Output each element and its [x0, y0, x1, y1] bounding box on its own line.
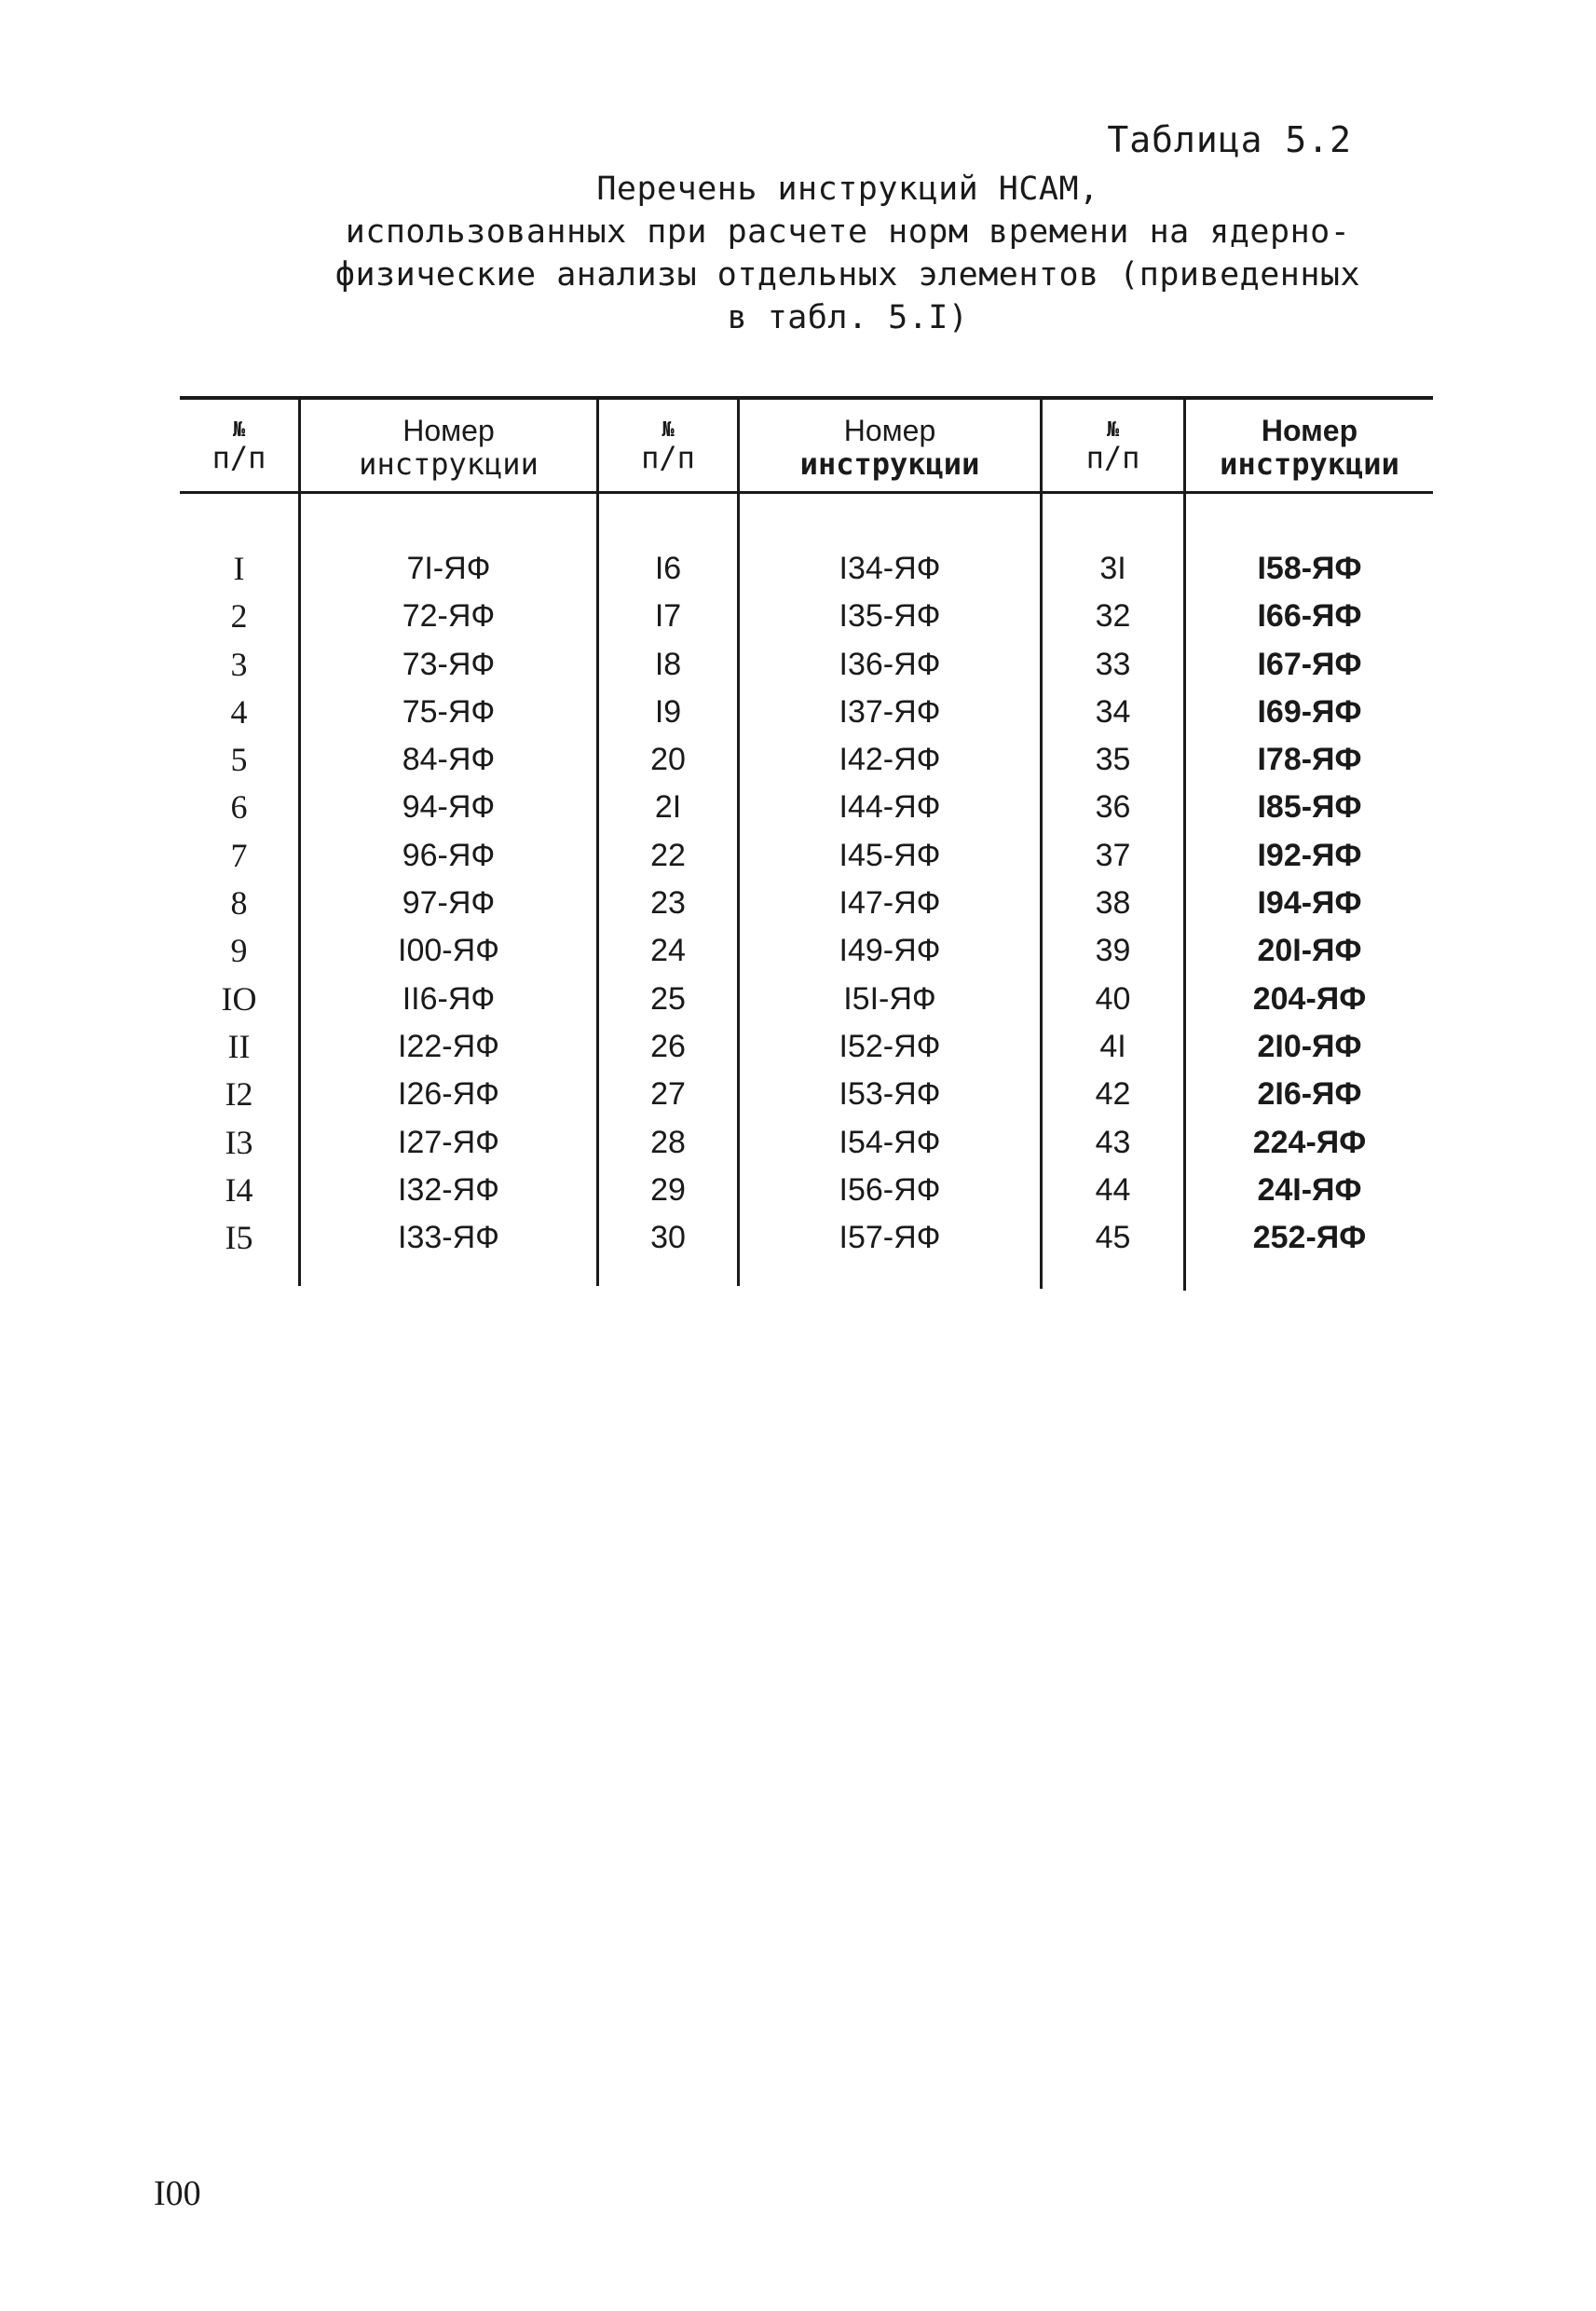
row-number: I3: [225, 1123, 253, 1161]
row-number: I: [233, 550, 245, 587]
header-instruction: Номер инструкции: [1220, 414, 1399, 482]
instruction-number: I67-ЯФ: [1257, 646, 1362, 682]
row-number: 9: [230, 932, 248, 970]
instruction-number: I32-ЯФ: [398, 1171, 499, 1208]
number-column: [1043, 545, 1183, 1262]
instruction-number: I5I-ЯФ: [843, 980, 936, 1017]
row-number: 33: [1095, 646, 1131, 682]
row-number: 25: [650, 980, 686, 1017]
row-number: 43: [1095, 1124, 1131, 1160]
row-number: 6: [230, 788, 248, 827]
instruction-number: I37-ЯФ: [839, 693, 941, 730]
row-number: 4I: [1099, 1028, 1126, 1064]
instruction-number: 72-ЯФ: [402, 598, 496, 635]
instruction-number: 204-ЯФ: [1252, 980, 1367, 1017]
row-number: I9: [654, 693, 682, 730]
row-number: 29: [650, 1171, 686, 1208]
header-number: № п/п: [211, 418, 266, 475]
instruction-number: 84-ЯФ: [402, 742, 496, 778]
instruction-number: 96-ЯФ: [402, 837, 496, 873]
row-number: 36: [1095, 789, 1131, 826]
table-header-rule: [180, 491, 1433, 494]
row-number: 42: [1095, 1076, 1131, 1113]
instructions-table: [180, 396, 1433, 1291]
row-number: I4: [225, 1170, 253, 1209]
instruction-number: 2I6-ЯФ: [1257, 1076, 1362, 1113]
page-number: I00: [154, 2174, 201, 2213]
number-column: [599, 545, 737, 1262]
instruction-number: 20I-ЯФ: [1257, 933, 1362, 969]
instruction-number: 7I-ЯФ: [406, 551, 491, 586]
instruction-number: I57-ЯФ: [839, 1220, 941, 1256]
instruction-number: 97-ЯФ: [402, 885, 496, 922]
row-number: 26: [650, 1028, 686, 1064]
instruction-number: I47-ЯФ: [839, 885, 941, 922]
row-number: 35: [1095, 742, 1131, 778]
instruction-number: I45-ЯФ: [839, 837, 941, 873]
instruction-number: I58-ЯФ: [1257, 551, 1362, 586]
header-instruction: Номер инструкции: [799, 414, 980, 482]
header-number: № п/п: [641, 418, 695, 475]
row-number: I7: [654, 598, 682, 635]
instruction-number: I56-ЯФ: [839, 1171, 941, 1208]
instruction-number: I53-ЯФ: [839, 1076, 941, 1113]
row-number: 45: [1095, 1220, 1131, 1256]
instruction-column: [740, 545, 1040, 1262]
row-number: 2: [230, 597, 248, 636]
instruction-number: I00-ЯФ: [398, 933, 499, 969]
table-caption: [307, 168, 1388, 339]
instruction-number: 224-ЯФ: [1252, 1124, 1367, 1160]
row-number: 38: [1095, 885, 1131, 922]
header-number: № п/п: [1085, 418, 1140, 475]
row-number: IO: [221, 979, 257, 1018]
row-number: 32: [1095, 598, 1131, 635]
row-number: 40: [1095, 980, 1131, 1017]
instruction-number: 24I-ЯФ: [1257, 1171, 1362, 1208]
instruction-number: I26-ЯФ: [398, 1076, 499, 1113]
row-number: 23: [650, 885, 686, 922]
instruction-number: 94-ЯФ: [402, 789, 496, 826]
row-number: 44: [1095, 1171, 1131, 1208]
instruction-number: II6-ЯФ: [402, 980, 496, 1017]
row-number: I6: [654, 551, 682, 586]
instruction-number: I69-ЯФ: [1257, 693, 1362, 730]
row-number: 39: [1095, 933, 1131, 969]
instruction-column: [1186, 545, 1433, 1262]
instruction-number: I85-ЯФ: [1257, 789, 1362, 826]
row-number: 20: [650, 742, 686, 778]
row-number: I8: [654, 646, 682, 682]
instruction-number: I34-ЯФ: [839, 551, 941, 586]
instruction-number: I49-ЯФ: [839, 933, 941, 969]
row-number: 30: [650, 1220, 686, 1256]
row-number: 3I: [1099, 551, 1126, 586]
row-number: 34: [1095, 693, 1131, 730]
instruction-number: 252-ЯФ: [1252, 1220, 1367, 1256]
instruction-number: I42-ЯФ: [839, 742, 941, 778]
row-number: 24: [650, 933, 686, 969]
instruction-number: I94-ЯФ: [1257, 885, 1362, 922]
row-number: 5: [230, 741, 248, 779]
table-label: Таблица 5.2: [1107, 119, 1352, 160]
row-number: I5: [225, 1219, 253, 1257]
instruction-number: 2I0-ЯФ: [1257, 1028, 1362, 1064]
row-number: 8: [230, 884, 248, 923]
instruction-number: I44-ЯФ: [839, 789, 941, 826]
row-number: II: [227, 1027, 251, 1065]
row-number: 3: [230, 645, 248, 683]
row-number: 27: [650, 1076, 686, 1113]
row-number: 7: [230, 836, 248, 874]
instruction-number: I92-ЯФ: [1257, 837, 1362, 873]
caption-line: Перечень инструкций НСАМ,: [596, 171, 1099, 208]
instruction-number: 73-ЯФ: [402, 646, 496, 682]
header-instruction: Номер инструкции: [359, 414, 539, 482]
instruction-number: I27-ЯФ: [398, 1124, 499, 1160]
caption-line: физические анализы отдельных элементов (приведенных: [334, 256, 1361, 294]
instruction-number: I33-ЯФ: [398, 1220, 499, 1256]
caption-line: использованных при расчете норм времени на ядерно-: [345, 213, 1351, 251]
instruction-number: 75-ЯФ: [402, 693, 496, 730]
instruction-column: [301, 545, 596, 1262]
number-column: [180, 545, 298, 1262]
row-number: I2: [225, 1075, 253, 1114]
row-number: 22: [650, 837, 686, 873]
instruction-number: I78-ЯФ: [1257, 742, 1362, 778]
instruction-number: I36-ЯФ: [839, 646, 941, 682]
row-number: 37: [1095, 837, 1131, 873]
instruction-number: I52-ЯФ: [839, 1028, 941, 1064]
instruction-number: I35-ЯФ: [839, 598, 941, 635]
instruction-number: I22-ЯФ: [398, 1028, 499, 1064]
row-number: 28: [650, 1124, 686, 1160]
table-top-rule: [180, 396, 1433, 400]
instruction-number: I54-ЯФ: [839, 1124, 941, 1160]
caption-line: в табл. 5.I): [727, 299, 969, 336]
row-number: 2I: [654, 789, 682, 826]
instruction-number: I66-ЯФ: [1257, 598, 1362, 635]
row-number: 4: [230, 692, 248, 731]
